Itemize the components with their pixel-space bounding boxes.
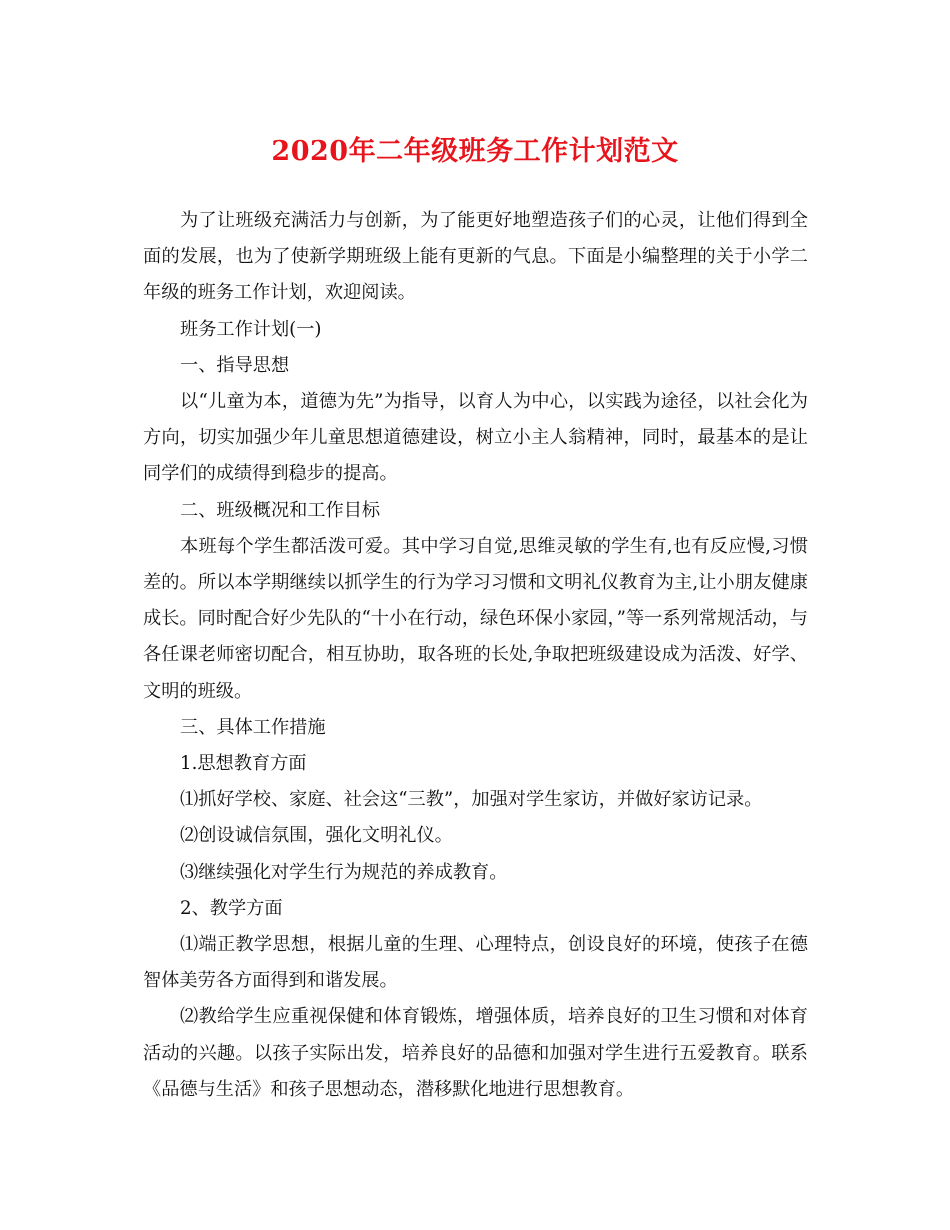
intro-paragraph: 为了让班级充满活力与创新，为了能更好地塑造孩子们的心灵，让他们得到全面的发展，也为了使新学期班级上能有更新的气息。下面是小编整理的关于小学二年级的班务工作计划，欢迎阅读。 xyxy=(143,210,808,304)
list-item: ⑴抓好学校、家庭、社会这“三教”，加强对学生家访，并做好家访记录。 xyxy=(180,789,763,811)
list-item: ⑴端正教学思想，根据儿童的生理、心理特点，创设良好的环境，使孩子在德智体美劳各方面得到和谐发展。 xyxy=(143,934,808,992)
subheading-ideological-education: 1.思想教育方面 xyxy=(180,753,307,775)
guiding-ideology-paragraph: 以“儿童为本，道德为先”为指导，以育人为中心，以实践为途径，以社会化为方向，切实加强少年儿童思想道德建设，树立小主人翁精神，同时，最基本的是让同学们的成绩得到稳步的提高。 xyxy=(143,391,808,485)
list-item: ⑵教给学生应重视保健和体育锻炼，增强体质，培养良好的卫生习惯和对体育活动的兴趣。以孩子实际出发，培养良好的品德和加强对学生进行五爱教育。联系《品德与生活》和孩子思想动态，潜移默化地进行思想教育。 xyxy=(143,1006,808,1100)
document-body xyxy=(143,203,808,1108)
list-item: ⑶继续强化对学生行为规范的养成教育。 xyxy=(180,861,508,883)
section-heading-measures: 三、具体工作措施 xyxy=(180,716,326,738)
subheading-teaching: 2、教学方面 xyxy=(180,897,283,919)
list-item: ⑵创设诚信氛围，强化文明礼仪。 xyxy=(180,825,453,847)
class-overview-paragraph: 本班每个学生都活泼可爱。其中学习自觉,思维灵敏的学生有,也有反应慢,习惯差的。所以本学期继续以抓学生的行为学习习惯和文明礼仪教育为主,让小朋友健康成长。同时配合好少先队的“十小在行动，绿色环保小家园，”等一系列常规活动，与各任课老师密切配合，相互协助，取各班的长处,争取把班级建设成为活泼、好学、文明的班级。 xyxy=(143,535,808,702)
section-heading-guiding-ideology: 一、指导思想 xyxy=(180,354,290,376)
page-title: 2020年二年级班务工作计划范文 xyxy=(271,136,679,167)
section-heading-class-overview: 二、班级概况和工作目标 xyxy=(180,499,381,521)
plan-heading: 班务工作计划(一) xyxy=(180,318,322,340)
